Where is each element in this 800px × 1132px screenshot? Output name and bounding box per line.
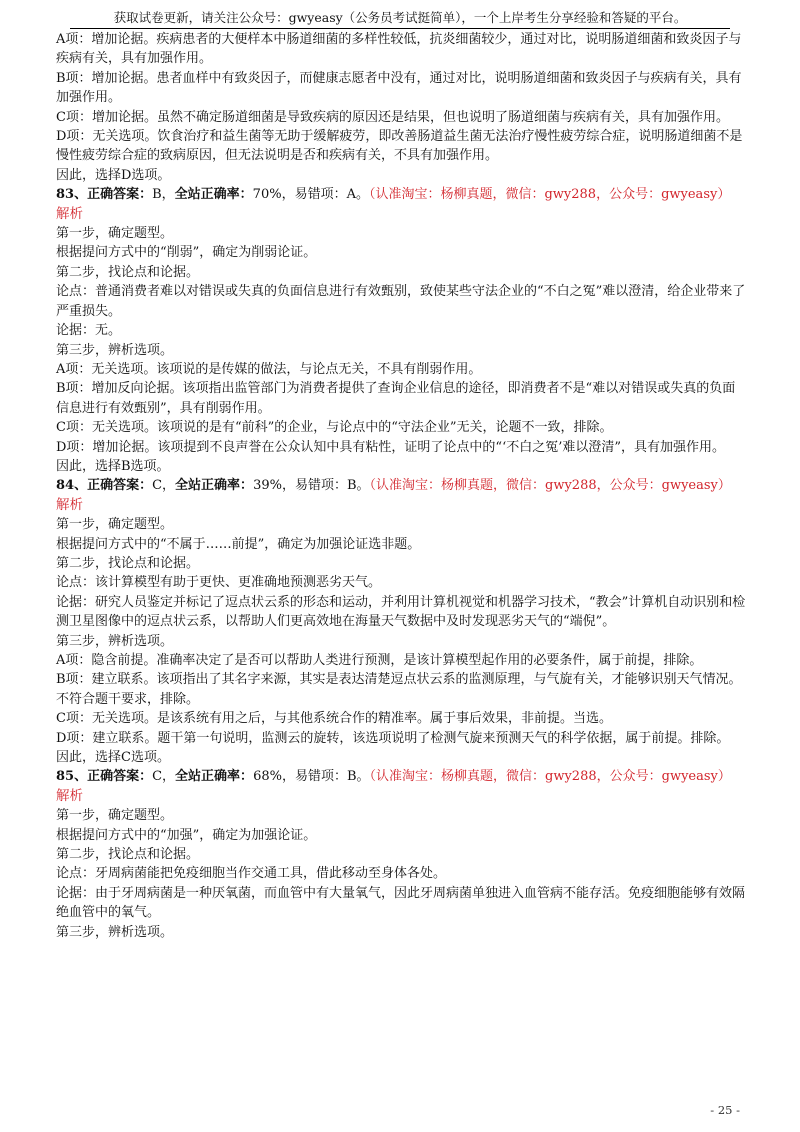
page-number: - 25 -: [710, 1103, 740, 1117]
paragraph: B项：增加反向论据。该项指出监管部门为消费者提供了查询企业信息的途径，即消费者不是“难以对错误或失真的负面信息进行有效甄别”，具有削弱作用。: [56, 381, 736, 416]
paragraph: 根据提问方式中的“不属于……前提”，确定为加强论证选非题。: [56, 536, 421, 552]
paragraph: 根据提问方式中的“削弱”，确定为削弱论证。: [56, 245, 317, 261]
analysis-heading: 解析: [56, 787, 83, 804]
paragraph: B项：增加论据。患者血样中有致炎因子，而健康志愿者中没有，通过对比，说明肠道细菌和致炎因子与疾病有关，具有加强作用。: [56, 70, 742, 106]
paragraph: 论据：由于牙周病菌是一种厌氧菌，而血管中有大量氧气，因此牙周病菌单独进入血管病不能存活。免疫细胞能够有效隔绝血管中的氧气。: [56, 885, 746, 921]
paragraph: 论据：研究人员鉴定并标记了逗点状云系的形态和运动，并利用计算机视觉和机器学习技术，“教会”计算机自动识别和检测卫星图像中的逗点状云系，以帮助人们更高效地在海量天气数据中及时发现恶劣天气的“端倪”。: [56, 594, 746, 630]
document-body: [56, 30, 746, 942]
promo-text: （认准淘宝：杨柳真题，微信：gwy288，公众号：gwyeasy）: [369, 478, 731, 494]
accuracy-label: 全站正确率：: [175, 478, 254, 494]
header-notice: 获取试卷更新，请关注公众号：gwyeasy（公务员考试挺简单），一个上岸考生分享经验和答疑的平台。: [113, 10, 687, 25]
paragraph: 论据：无。: [56, 323, 122, 339]
promo-text: （认准淘宝：杨柳真题，微信：gwy288，公众号：gwyeasy）: [369, 769, 731, 785]
paragraph: C项：增加论据。虽然不确定肠道细菌是导致疾病的原因还是结果，但也说明了肠道细菌与疾病有关，具有加强作用。: [56, 109, 729, 125]
accuracy-rate: 68%，易错项：B。: [253, 769, 370, 785]
paragraph: A项：无关选项。该项说的是传媒的做法，与论点无关，不具有削弱作用。: [56, 361, 482, 377]
analysis-heading: 解析: [56, 205, 83, 222]
paragraph: 因此，选择C选项。: [56, 750, 170, 766]
analysis-heading: 解析: [56, 496, 83, 513]
paragraph: 第二步，找论点和论据。: [56, 555, 200, 571]
paragraph: 因此，选择B选项。: [56, 458, 170, 474]
answer-line: [56, 185, 746, 204]
accuracy-rate: 70%，易错项：A。: [252, 187, 369, 203]
paragraph: B项：建立联系。该项指出了其名字来源，其实是表达清楚逗点状云系的监测原理，与气旋有关，才能够识别天气情况。不符合题干要求，排除。: [56, 672, 742, 707]
paragraph: 第一步，确定题型。: [56, 517, 174, 533]
accuracy-rate: 39%，易错项：B。: [253, 478, 370, 494]
accuracy-label: 全站正确率：: [175, 769, 254, 785]
paragraph: 因此，选择D选项。: [56, 167, 171, 183]
answer-choice: B，: [152, 187, 175, 203]
paragraph: C项：无关选项。该项说的是有“前科”的企业，与论点中的“守法企业”无关，论题不一致，排除。: [56, 420, 613, 436]
accuracy-label: 全站正确率：: [174, 187, 253, 203]
promo-text: （认准淘宝：杨柳真题，微信：gwy288，公众号：gwyeasy）: [368, 187, 731, 203]
paragraph: 第三步，辨析选项。: [56, 924, 174, 940]
paragraph: A项：增加论据。疾病患者的大便样本中肠道细菌的多样性较低，抗炎细菌较少，通过对比，说明肠道细菌和致炎因子与疾病有关，具有加强作用。: [56, 32, 742, 67]
paragraph: D项：建立联系。题干第一句说明，监测云的旋转，该选项说明了检测气旋来预测天气的科学依据，属于前提。排除。: [56, 730, 730, 746]
paragraph: 第一步，确定题型。: [56, 808, 174, 824]
answer-choice: C，: [152, 478, 176, 494]
answer-number: 83、正确答案：: [56, 187, 153, 203]
paragraph: 第一步，确定题型。: [56, 226, 174, 242]
paragraph: 根据提问方式中的“加强”，确定为加强论证。: [56, 827, 317, 843]
paragraph: 论点：牙周病菌能把免疫细胞当作交通工具，借此移动至身体各处。: [56, 866, 447, 882]
paragraph: 第三步，辨析选项。: [56, 633, 174, 649]
answer-line: [56, 476, 746, 495]
paragraph: 第二步，找论点和论据。: [56, 264, 200, 280]
paragraph: 第三步，辨析选项。: [56, 342, 174, 358]
paragraph: 论点：该计算模型有助于更快、更准确地预测恶劣天气。: [56, 575, 382, 591]
paragraph: 论点：普通消费者难以对错误或失真的负面信息进行有效甄别，致使某些守法企业的“不白之冤”难以澄清，给企业带来了严重损失。: [56, 284, 746, 319]
answer-choice: C，: [152, 769, 176, 785]
answer-number: 84、正确答案：: [56, 478, 153, 494]
paragraph: A项：隐含前提。准确率决定了是否可以帮助人类进行预测，是该计算模型起作用的必要条件，属于前提，排除。: [56, 653, 703, 668]
answer-number: 85、正确答案：: [56, 769, 153, 785]
page-header: [70, 10, 730, 29]
paragraph: 第二步，找论点和论据。: [56, 847, 200, 863]
paragraph: D项：增加论据。该项提到不良声誉在公众认知中具有粘性，证明了论点中的“‘不白之冤’难以澄清”，具有加强作用。: [56, 439, 725, 455]
paragraph: C项：无关选项。是该系统有用之后，与其他系统合作的精准率。属于事后效果，非前提。当选。: [56, 711, 612, 727]
answer-line: [56, 767, 746, 786]
paragraph: D项：无关选项。饮食治疗和益生菌等无助于缓解疲劳，即改善肠道益生菌无法治疗慢性疲劳综合症，说明肠道细菌不是慢性疲劳综合症的致病原因，但无法说明是否和疾病有关，不具有加强作用。: [56, 129, 743, 164]
